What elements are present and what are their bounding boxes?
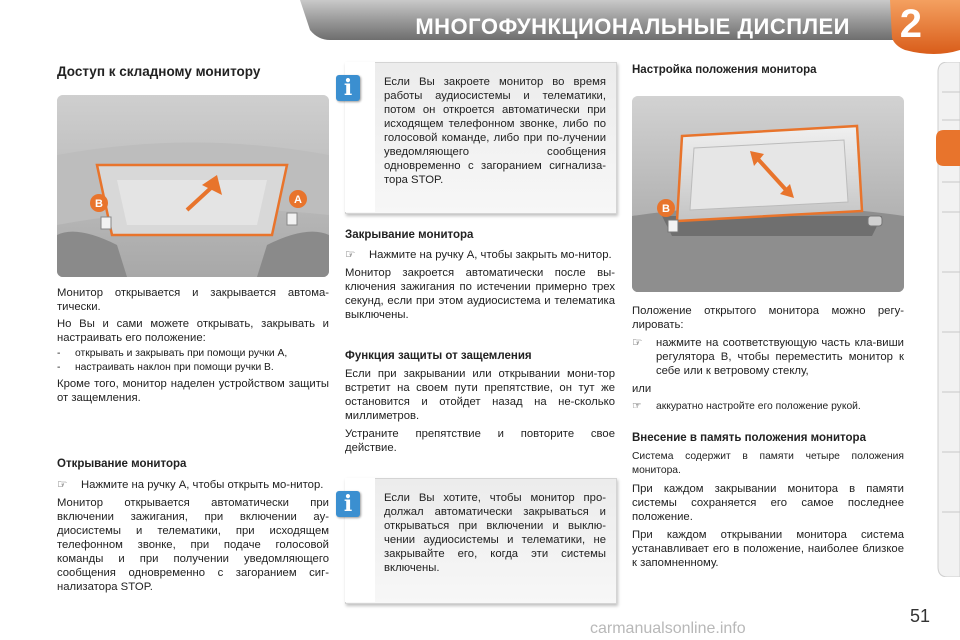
info-box-keep-auto [345, 478, 617, 604]
close-section [345, 246, 615, 322]
info-icon: i [336, 491, 360, 517]
intro-paragraph-1: Монитор открывается и закрывается автома-тически. [57, 287, 329, 313]
handle-a-label: A [294, 194, 302, 206]
memory-paragraph-3: При каждом открывании монитора система устанавливает его в положение, наиболее близкое к запомненному. [632, 529, 904, 569]
illustration-open-monitor [632, 96, 904, 292]
section-title-memory: Внесение в память положения монитора [632, 432, 866, 444]
info-text-keep-auto: Если Вы хотите, чтобы монитор про-должал автоматически закрываться и открываться при включении и выклю-чении аудиосистемы и телематики, не закрывайте его, когда эти системы включены. [384, 492, 606, 574]
or-text: или [632, 383, 652, 395]
memory-paragraph-2: При каждом закрывании монитора в памяти системы сохраняется его самое последнее положение. [632, 483, 904, 523]
open-instruction: ☞ Нажмите на ручку A, чтобы открыть мо-нитор. [57, 479, 324, 491]
access-intro [57, 286, 329, 405]
memory-paragraph-1: Система содержит в памяти четыре положения монитора. [632, 451, 904, 476]
info-icon: i [336, 75, 360, 101]
open-monitor-illustration [632, 96, 904, 292]
section-title-protection: Функция защиты от защемления [345, 350, 532, 362]
bullet-text: Нажмите на ручку A, чтобы открыть мо-нитор. [81, 479, 324, 491]
dash-item-text: настраивать наклон при помощи ручки B. [75, 362, 274, 373]
section-title-adjust: Настройка положения монитора [632, 64, 817, 76]
adjust-bullet-2: ☞ аккуратно настройте его положение рукой. [632, 401, 861, 412]
dashboard-illustration [57, 95, 329, 277]
handle-b-label: B [95, 198, 103, 210]
illustration-folded-monitor [57, 95, 329, 277]
open-section [57, 476, 329, 594]
dash-item-text: открывать и закрывать при помощи ручки A, [75, 348, 288, 359]
adjust-bullet-1: ☞ нажмите на соответствующую часть кла-виши регулятора B, чтобы переместить монитор к себе или к ветровому стеклу, [632, 337, 904, 377]
section-title-close: Закрывание монитора [345, 229, 474, 241]
bullet-text: нажмите на соответствующую часть кла-виши регулятора B, чтобы переместить монитор к себе или к ветровому стеклу, [656, 337, 904, 377]
adjuster-b-label: B [662, 203, 670, 215]
close-instruction: ☞ Нажмите на ручку A, чтобы закрыть мо-нитор. [345, 249, 612, 261]
bullet-text: аккуратно настройте его положение рукой. [656, 401, 861, 412]
protection-paragraph: Если при закрывании или открывании мони-тор встретит на своем пути препятствие, он тут же остановится и отойдет назад на не-сколько миллиметров. [345, 368, 615, 422]
side-tab-strip [934, 62, 960, 577]
memory-section [632, 450, 904, 570]
active-tab-marker [936, 130, 960, 166]
open-paragraph: Монитор открывается автоматически при включении зажигания, при включении ау-диосистемы и телематики, при исходящем телефонном звонке, при подаче голосовой команды и при получении уведомляющего сообщения одновременно с загоранием сиг-нализатора STOP. [57, 497, 329, 593]
watermark: carmanualsonline.info [590, 620, 746, 637]
page-number: 51 [909, 606, 930, 626]
protection-paragraph-2: Устраните препятствие и повторите свое действие. [345, 428, 615, 454]
dash-item-tilt: - настраивать наклон при помощи ручки B. [57, 362, 274, 373]
chapter-side-tabs [934, 62, 960, 577]
protect-paragraph: Кроме того, монитор наделен устройством защиты от защемления. [57, 378, 329, 404]
chapter-number: 2 [899, 2, 922, 46]
page-header [0, 0, 960, 52]
page-title: МНОГОФУНКЦИОНАЛЬНЫЕ ДИСПЛЕИ [415, 14, 850, 39]
bullet-text: Нажмите на ручку A, чтобы закрыть мо-нитор. [369, 249, 612, 261]
info-text-auto-open: Если Вы закроете монитор во время работы аудиосистемы и телематики, потом он откроется автоматически при исходящем телефонном звонке, либо по голосовой команде, либо при по-лучении уведомляющего сообщения одновременно с загоранием сигнализа-тора STOP. [384, 76, 606, 186]
adjust-paragraph: Положение открытого монитора можно регу-лировать: [632, 305, 904, 331]
section-title-open: Открывание монитора [57, 458, 187, 470]
section-title-access: Доступ к складному монитору [57, 64, 261, 79]
info-box-auto-open [345, 62, 617, 214]
dash-item-open-close: - открывать и закрывать при помощи ручки A, [57, 348, 288, 359]
adjust-section [632, 304, 904, 414]
close-paragraph: Монитор закроется автоматически после вы-ключения зажигания по истечении примерно трех секунд, если при этом аудиосистема и телематика выключены. [345, 267, 615, 321]
protection-section [345, 367, 615, 455]
intro-paragraph-2: Но Вы и сами можете открывать, закрывать и настраивать его положение: [57, 318, 329, 344]
